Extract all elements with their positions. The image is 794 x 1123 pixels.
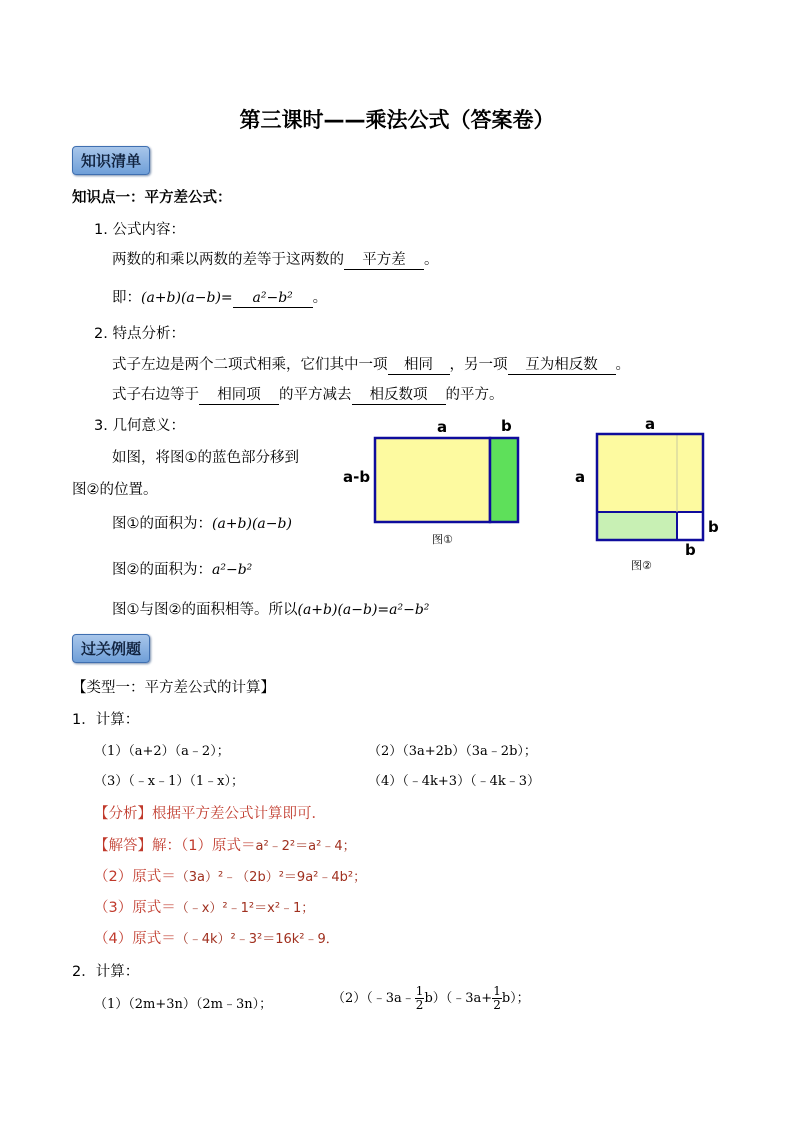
item1-label: 1. 公式内容： xyxy=(94,222,185,238)
fig1-label-b: b xyxy=(501,417,512,435)
answer-intro: 解：（1）原式＝ xyxy=(152,838,256,854)
answer-4: （﹣4k）²﹣3²＝16k²﹣9． xyxy=(175,932,339,947)
fig2-small-square xyxy=(677,512,703,540)
line3-post: 。 xyxy=(615,357,630,373)
frac1-den: 2 xyxy=(415,998,424,1012)
line4-pre: 式子右边等于 xyxy=(112,387,199,403)
blank-huwei: 互为相反数 xyxy=(508,356,616,375)
line3-mid: ，另一项 xyxy=(449,357,508,373)
analysis-tag: 【分析】 xyxy=(94,806,152,822)
q1-part4: （4）（﹣4k+3）（﹣4k﹣3） xyxy=(368,774,541,789)
line3-pre: 式子左边是两个二项式相乘，它们其中一项 xyxy=(112,357,388,373)
area1-expr: (a+b)(a−b) xyxy=(212,516,292,532)
line2-pre: 即： xyxy=(112,290,141,306)
q1-part3: （3）（﹣x﹣1）（1﹣x）； xyxy=(94,774,244,789)
q1-answer-2 xyxy=(94,865,366,886)
answer-2-pre: （2）原式＝ xyxy=(94,869,176,885)
fraction-half-2 xyxy=(492,985,502,1012)
blank-pingfangcha: 平方差 xyxy=(344,251,424,270)
frac1-num: 1 xyxy=(415,984,424,998)
analysis-text: 根据平方差公式计算即可． xyxy=(152,806,326,822)
kp1-heading: 知识点一：平方差公式： xyxy=(72,190,232,206)
item2-label: 2. 特点分析： xyxy=(94,326,185,342)
line3 xyxy=(112,353,630,375)
blank-xiangfanshu: 相反数项 xyxy=(352,386,446,405)
type1-heading: 【类型一：平方差公式的计算】 xyxy=(72,680,275,696)
q1-answer-4 xyxy=(94,927,339,948)
line4 xyxy=(112,383,504,405)
fig2-label-a-side: a xyxy=(575,468,586,486)
line1-pre: 两数的和乘以两数的差等于这两数的 xyxy=(112,252,344,268)
q2-part2-c: b）； xyxy=(501,991,530,1006)
q2-part1: （1）（2m+3n）（2m﹣3n）； xyxy=(94,997,273,1012)
geo-line1: 如图，将图①的蓝色部分移到 xyxy=(112,450,299,466)
q1-answer-3 xyxy=(94,896,314,917)
fig2-caption: 图② xyxy=(631,559,652,572)
area2-expr: a²−b² xyxy=(212,562,253,578)
conclusion-pre: 图①与图②的面积相等。所以 xyxy=(112,602,298,618)
fig1-green-rect xyxy=(490,438,518,522)
fig1-label-a-b: a-b xyxy=(343,468,371,486)
fig2-label-b-right: b xyxy=(708,518,719,536)
line2-post: 。 xyxy=(312,290,328,306)
fraction-half-1 xyxy=(415,985,425,1012)
line2-lhs: (a+b)(a−b)= xyxy=(141,290,233,306)
area2-label: 图②的面积为： xyxy=(112,562,212,578)
area1-label: 图①的面积为： xyxy=(112,516,212,532)
line4-mid: 的平方减去 xyxy=(279,387,352,403)
blank-a2-b2: a²−b² xyxy=(233,289,313,308)
fig2-label-b-bottom: b xyxy=(685,541,696,559)
q1-answer-1 xyxy=(94,834,356,855)
section-badge-knowledge: 知识清单 xyxy=(72,146,150,175)
line1 xyxy=(112,248,439,270)
q1-part2: （2）（3a+2b）（3a﹣2b）； xyxy=(368,744,537,759)
item3-label: 3. 几何意义： xyxy=(94,418,185,434)
answer-2: （3a）²﹣（2b）²＝9a²﹣4b²； xyxy=(175,870,367,885)
q2-label: 2．计算： xyxy=(72,964,140,980)
figure-2 xyxy=(590,428,710,548)
line1-post: 。 xyxy=(424,252,439,268)
conclusion-expr: (a+b)(a−b)=a²−b² xyxy=(297,602,430,618)
page-title: 第三课时——乘法公式（答案卷） xyxy=(239,108,555,132)
conclusion-line xyxy=(112,598,429,619)
q2-part2 xyxy=(332,985,530,1012)
section-badge-examples: 过关例题 xyxy=(72,634,150,663)
area2-line xyxy=(112,558,252,579)
answer-tag: 【解答】 xyxy=(94,838,152,854)
blank-xiangtong: 相同 xyxy=(388,356,450,375)
answer-3: （﹣x）²﹣1²＝x²﹣1； xyxy=(175,901,315,916)
fig2-green-rect xyxy=(597,512,677,540)
line4-post: 的平方。 xyxy=(445,387,504,403)
q1-analysis xyxy=(94,802,326,823)
frac2-den: 2 xyxy=(493,998,501,1012)
q2-part2-a: （2）（﹣3a﹣ xyxy=(332,991,415,1006)
area1-line xyxy=(112,512,292,533)
q2-part2-b: b）（﹣3a+ xyxy=(424,991,493,1006)
q1-part1: （1）（a+2）（a﹣2）； xyxy=(94,744,230,759)
fig1-yellow-rect xyxy=(375,438,490,522)
answer-3-pre: （3）原式＝ xyxy=(94,900,176,916)
line2 xyxy=(112,286,327,308)
answer-1: a²﹣2²＝a²﹣4； xyxy=(255,839,356,854)
blank-xiangtongxiang: 相同项 xyxy=(199,386,279,405)
fig1-caption: 图① xyxy=(432,533,453,546)
q1-label: 1．计算： xyxy=(72,712,140,728)
answer-4-pre: （4）原式＝ xyxy=(94,931,176,947)
fig2-label-a-top: a xyxy=(645,415,656,433)
fig1-label-a: a xyxy=(437,418,448,436)
geo-line2: 图②的位置。 xyxy=(72,482,158,498)
frac2-num: 1 xyxy=(493,984,501,998)
